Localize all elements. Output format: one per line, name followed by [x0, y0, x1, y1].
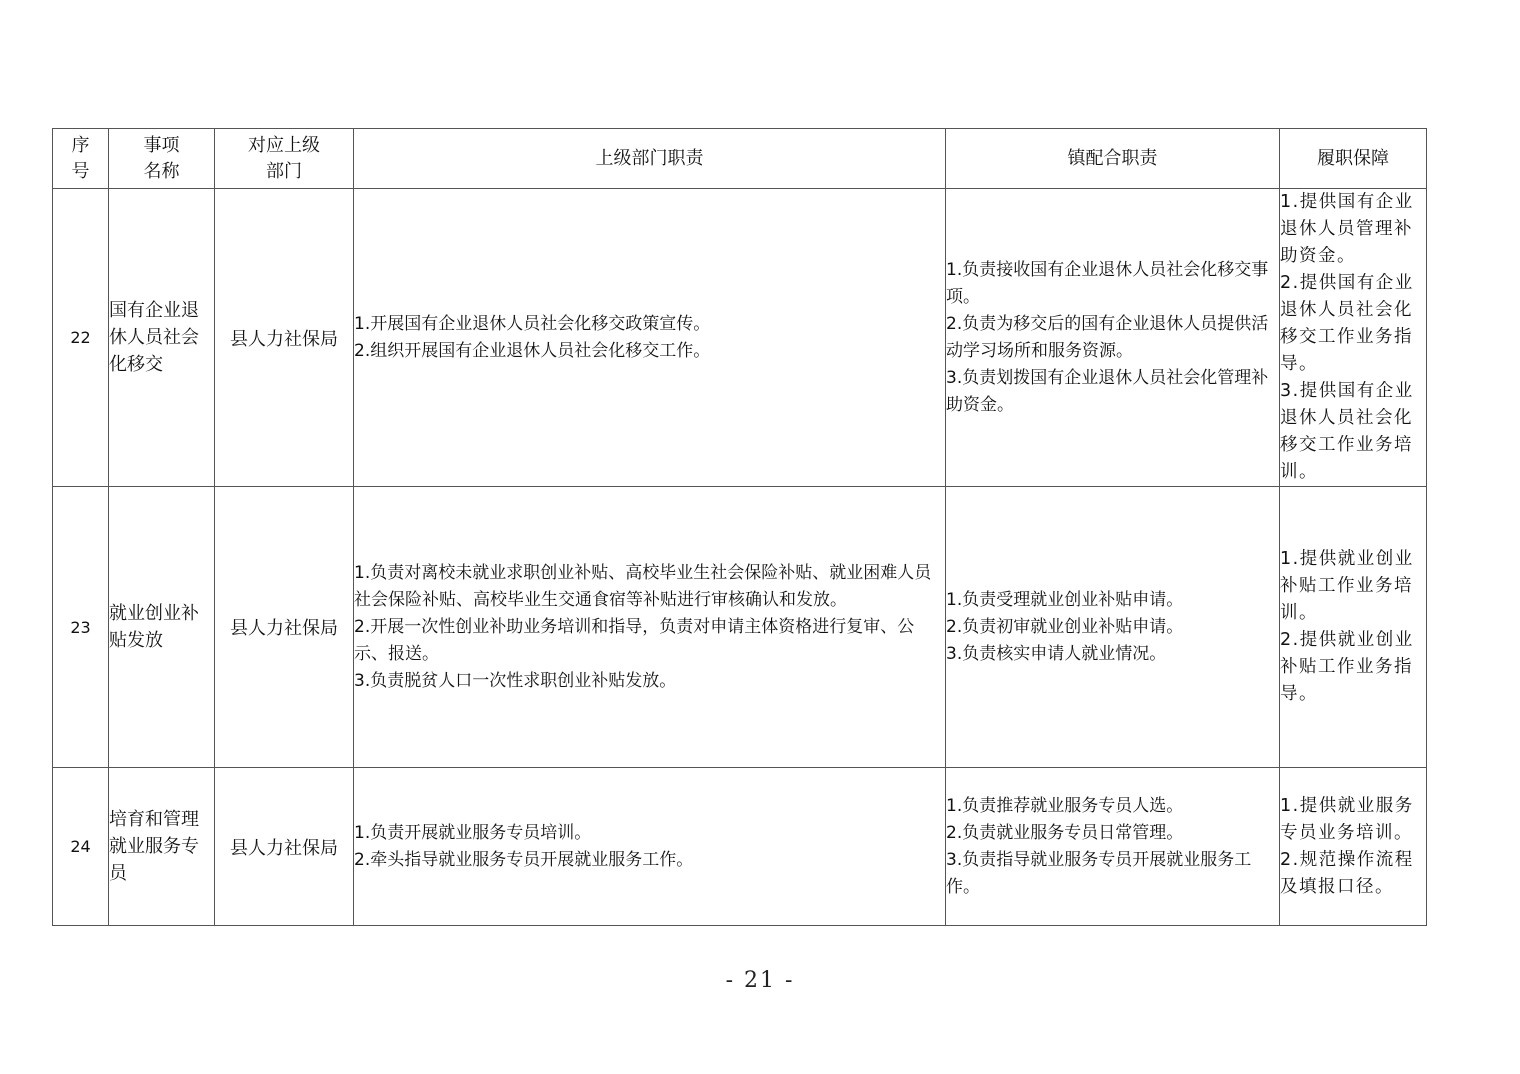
table-body: [53, 189, 1427, 926]
duty-line: 1.负责接收国有企业退休人员社会化移交事项。: [946, 259, 1269, 307]
duty-line: 3.负责指导就业服务专员开展就业服务工作。: [946, 849, 1252, 897]
town-duties: [946, 768, 1280, 926]
superior-duties: [354, 768, 946, 926]
header-dept: 对应上级 部门: [215, 129, 354, 189]
duty-line: 2.负责就业服务专员日常管理。: [946, 822, 1184, 843]
duty-line: 2.负责为移交后的国有企业退休人员提供活动学习场所和服务资源。: [946, 313, 1269, 361]
town-duties: [946, 487, 1280, 768]
header-superior: 上级部门职责: [354, 129, 946, 189]
superior-duties: [354, 487, 946, 768]
duty-line: 3.负责脱贫人口一次性求职创业补贴发放。: [354, 670, 677, 691]
duty-line: 1.负责受理就业创业补贴申请。: [946, 589, 1184, 610]
table-row: [53, 487, 1427, 768]
duty-line: 2.组织开展国有企业退休人员社会化移交工作。: [354, 340, 711, 361]
header-guarantee: 履职保障: [1280, 129, 1427, 189]
superior-department: 县人力社保局: [215, 487, 354, 768]
superior-department: 县人力社保局: [215, 768, 354, 926]
header-row: [53, 129, 1427, 189]
duty-table: [52, 128, 1427, 926]
guarantee-line: 2.规范操作流程及填报口径。: [1280, 849, 1414, 897]
row-number: 22: [53, 189, 109, 487]
table-header: [53, 129, 1427, 189]
duty-line: 1.负责开展就业服务专员培训。: [354, 822, 592, 843]
table-row: [53, 189, 1427, 487]
table-row: [53, 768, 1427, 926]
duty-line: 3.负责核实申请人就业情况。: [946, 643, 1167, 664]
row-number: 24: [53, 768, 109, 926]
duty-line: 2.开展一次性创业补助业务培训和指导，负责对申请主体资格进行复审、公示、报送。: [354, 616, 915, 664]
guarantee-line: 2.提供国有企业退休人员社会化移交工作业务指导。: [1280, 273, 1414, 374]
item-name: 就业创业补贴发放: [109, 487, 215, 768]
duty-line: 1.开展国有企业退休人员社会化移交政策宣传。: [354, 313, 711, 334]
duty-line: 2.牵头指导就业服务专员开展就业服务工作。: [354, 849, 694, 870]
duty-guarantee: [1280, 768, 1427, 926]
duty-line: 1.负责推荐就业服务专员人选。: [946, 795, 1184, 816]
header-name: 事项 名称: [109, 129, 215, 189]
superior-duties: [354, 189, 946, 487]
superior-department: 县人力社保局: [215, 189, 354, 487]
page-number: - 21 -: [725, 968, 795, 993]
duty-line: 1.负责对离校未就业求职创业补贴、高校毕业生社会保险补贴、就业困难人员社会保险补贴、高校毕业生交通食宿等补贴进行审核确认和发放。: [354, 562, 932, 610]
guarantee-line: 1.提供国有企业退休人员管理补助资金。: [1280, 192, 1414, 266]
guarantee-line: 3.提供国有企业退休人员社会化移交工作业务培训。: [1280, 381, 1414, 482]
header-town: 镇配合职责: [946, 129, 1280, 189]
duty-guarantee: [1280, 487, 1427, 768]
duty-line: 3.负责划拨国有企业退休人员社会化管理补助资金。: [946, 367, 1269, 415]
duty-line: 2.负责初审就业创业补贴申请。: [946, 616, 1184, 637]
duty-guarantee: [1280, 189, 1427, 487]
guarantee-line: 1.提供就业创业补贴工作业务培训。: [1280, 549, 1414, 623]
item-name: 培育和管理就业服务专员: [109, 768, 215, 926]
header-no: 序 号: [53, 129, 109, 189]
row-number: 23: [53, 487, 109, 768]
item-name: 国有企业退休人员社会化移交: [109, 189, 215, 487]
guarantee-line: 2.提供就业创业补贴工作业务指导。: [1280, 630, 1414, 704]
town-duties: [946, 189, 1280, 487]
guarantee-line: 1.提供就业服务专员业务培训。: [1280, 795, 1414, 843]
